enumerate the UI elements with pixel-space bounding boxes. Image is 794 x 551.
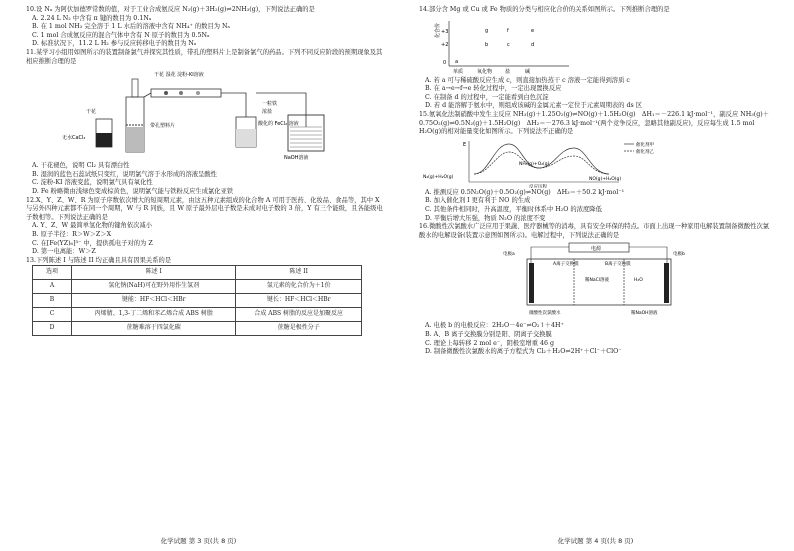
left-column: [26, 6, 387, 336]
table-cell: C: [33, 308, 72, 322]
q16-option-a: A. 电极 b 的电极反应：2H₂O－4e⁻⇌O₂↑＋4H⁺: [425, 322, 564, 330]
legend-item: 催化剂乙: [636, 149, 654, 155]
q12-stem: 12.X、Y、Z、W、R 为原子序数依次增大的短周期元素，由这五种元素组成的化合物 A 可用于医药、化妆品、食品等，其中 X 与另外四种元素都不在同一个周期，W 与 R 同族，且 W 原子最外层电子数是未成对电子数的 3 倍，Y 有三个能级，且各能级电子数相等。下列说法正确的是: [26, 196, 383, 221]
generator-liquid: [126, 127, 144, 152]
table-cell: 氢化钠(NaH)可在野外用作生氢剂: [72, 280, 236, 294]
q14-option-d: D. 若 d 能溶解于氨水中，则组成该碱的金属元素一定位于元素周期表的 ds 区: [425, 102, 643, 110]
q11-stem: 11.某学习小组用如图所示的装置制备氯气并探究其性质，带孔的塑料片上是制备氯气的药品。下列不同反应阶段的预期现象及其相应推断合理的是: [26, 48, 383, 65]
q13-stem: 13.下列陈述 I 与陈述 II 均正确且具有因果关系的是: [26, 256, 172, 264]
q15-stem: 15.氨氧化法制硝酸中发生主反应 NH₃(g)＋1.25O₂(g)⇌NO(g)＋1.5H₂O(g) ΔH₁＝－226.1 kJ·mol⁻¹，副反应 NH₃(g)＋0.75O₂(g)⇌0.5N₂(g)＋1.5H₂O(g) ΔH₂＝－276.3 kJ·mol⁻¹(两个竞争反应，忽略其他副反应)，反应每生成 1.5 mol H₂O(g)的相对能量变化如图所示。下列说法不正确的是: [419, 110, 770, 136]
q10-option-b: B. 在 1 mol NH₃ 完全溶于 1 L 水后的溶液中含有 NH₄⁺ 的数目为 Nₐ: [32, 23, 230, 31]
page-footer-4: 化学试题 第 4 页(共 8 页): [557, 537, 634, 545]
q12-option-a: A. Y、Z、W 最简单氢化物的键角依次减小: [32, 222, 153, 230]
point-label: c: [507, 41, 510, 48]
q15-option-a: A. 推测反应 0.5N₂O(g)＋0.5O₂(g)⇌NO(g) ΔH₃＝＋50.2 kJ·mol⁻¹: [425, 188, 625, 196]
q11-option-a: A. 干花褪色，说明 Cl₂ 具有漂白性: [32, 162, 130, 170]
q13-table: [32, 265, 362, 336]
fig-label-8: 酸化的 FeCl₂ 溶液: [258, 121, 299, 128]
table-cell: 键长：HF＜HCl＜HBr: [236, 294, 362, 308]
fig-label-7: NaOH溶液: [284, 155, 309, 162]
table-cell: 合成 ABS 树脂的反应是加聚反应: [236, 308, 362, 322]
energy-profile-diagram: [419, 138, 679, 188]
energy-axis-label: E: [463, 141, 467, 148]
point-label: a: [455, 58, 459, 65]
right-species-label: NO(g)+H₂O(g): [589, 176, 622, 182]
electrode-b-label: 电极b: [673, 252, 685, 258]
fecl2-liquid: [236, 129, 256, 147]
table-header: 选项: [33, 266, 72, 280]
q15-option-b: B. 加入催化剂 I 更有利于 NO 的生成: [425, 197, 531, 205]
table-header: 陈述 I: [72, 266, 236, 280]
y-tick: +2: [441, 41, 449, 48]
q12-option-c: C. 在[Fe(YZ)₆]³⁻ 中，提供孤电子对的为 Z: [32, 239, 153, 247]
q16-option-b: B. A、B 离子交换膜分别是阳、阴离子交换膜: [425, 330, 552, 338]
q16-option-c: C. 理论上每转移 2 mol e⁻，阴极室增重 46 g: [425, 339, 555, 347]
fig-label-5: 一粒铁: [262, 101, 278, 108]
q16-stem: 16.微酸性次氯酸水广泛应用于果蔬、医疗器械等的消毒，具有安全环保的特点。市面上出现一种家用电解装置制备微酸性次氯酸水的电解设备(装置示意图如图所示)。电解过程中，下列说法正确的是: [419, 223, 770, 239]
chlorine-apparatus-diagram: [26, 67, 386, 161]
table-row: [33, 294, 362, 308]
wet-flower: [179, 91, 183, 95]
fig-label-6: 浓盐: [262, 109, 273, 116]
fig-label-1: 干花 湿花 淀粉-KI溶液: [154, 72, 204, 79]
y-tick: +3: [441, 28, 449, 35]
right-column: [419, 6, 774, 357]
right-outlet-label: 稀NaOH溶液: [631, 311, 658, 317]
q15-option-c: C. 其他条件相同时，升高温度，平衡时体系中 H₂O 的浓度降低: [425, 205, 602, 213]
table-cell: 蔗糖难溶于四氯化碳: [72, 322, 236, 336]
x-tick: 盐: [505, 68, 511, 75]
membrane-b-label: B离子交换膜: [605, 262, 631, 268]
catalyst-a-curve: [474, 144, 609, 174]
q11-option-d: D. Fe 粉略微由浅绿色变成棕黄色，说明氯气能与铁粉反应生成氯化亚铁: [32, 187, 234, 195]
power-label: 电源: [591, 246, 602, 253]
table-row: [33, 280, 362, 294]
q14-valence-figure: [419, 16, 774, 76]
point-label: b: [485, 41, 489, 48]
fig-label-2: 干花: [86, 109, 97, 116]
table-cell: A: [33, 280, 72, 294]
table-cell: D: [33, 322, 72, 336]
table-cell: 氢元素的化合价为＋1价: [236, 280, 362, 294]
cacl2-fill: [96, 133, 112, 147]
electrode-a-label: 电极a: [503, 252, 515, 258]
reaction-tube: [151, 89, 221, 97]
point-label: g: [485, 27, 489, 34]
table-header: 陈述 II: [236, 266, 362, 280]
q10-stem: 10.设 Nₐ 为阿伏加德罗常数的值，对于工业合成氨反应 N₂(g)＋3H₂(g)⇌2NH₃(g)，下列说法正确的是: [26, 6, 315, 13]
table-cell: 丙烯腈、1,3-丁二烯和苯乙烯合成 ABS 树脂: [72, 308, 236, 322]
q16-electrolysis-figure: [419, 241, 774, 321]
page-4: [397, 0, 794, 551]
q14-option-b: B. 在 a→e→f→e 转化过程中，一定出现置换反应: [425, 85, 562, 93]
y-axis-label: 化合价: [435, 22, 441, 38]
q10-option-a: A. 2.24 L N₂ 中含有 π 键的数目为 0.1Nₐ: [32, 14, 152, 22]
ki-paper: [196, 91, 200, 95]
x-tick: 碱: [525, 68, 531, 75]
left-outlet-label: 微酸性次氯酸水: [529, 311, 561, 317]
dry-flower: [164, 91, 168, 95]
q11-apparatus-figure: [26, 67, 387, 161]
progress-axis-label: 反应历程: [529, 184, 547, 188]
q12-option-b: B. 原子半径：R＞W＞Z＞X: [32, 230, 112, 238]
electrode-b: [664, 263, 669, 303]
q12-option-d: D. 第一电离能：W＞Z: [32, 248, 96, 256]
y-tick: 0: [443, 59, 447, 66]
fig-label-3: 无水CaCl₂: [62, 135, 86, 142]
table-cell: 键能：HF＜HCl＜HBr: [72, 294, 236, 308]
q15-option-d: D. 平衡后增大压强，物质 N₂O 的浓度不变: [425, 214, 546, 222]
q15-energy-figure: [419, 138, 774, 188]
q14-option-c: C. 在制备 d 的过程中，一定能看到白色沉淀: [425, 93, 549, 101]
legend-item: 催化剂甲: [636, 142, 654, 148]
table-header-row: [33, 266, 362, 280]
table-cell: B: [33, 294, 72, 308]
table-row: [33, 308, 362, 322]
table-row: [33, 322, 362, 336]
q16-option-d: D. 制备微酸性次氯酸水的离子方程式为 Cl₂＋H₂O⇌2H⁺＋Cl⁻＋ClO⁻: [425, 348, 622, 356]
electrolysis-cell-diagram: [499, 241, 699, 321]
point-label: f: [507, 27, 509, 34]
point-label: e: [531, 27, 535, 34]
table-cell: 蔗糖是极性分子: [236, 322, 362, 336]
middle-species-label: NH₃(g)+O₂(g): [519, 161, 550, 167]
q14-option-a: A. 若 a 可与稀硫酸反应生成 c，则直接加热蒸干 c 溶液一定能得到溶质 c: [425, 76, 630, 84]
page-footer-3: 化学试题 第 3 页(共 8 页): [160, 537, 237, 545]
q10-option-d: D. 标准状况下，11.2 L H₂ 参与反应转移电子的数目为 Nₐ: [32, 40, 197, 48]
electrode-a: [529, 263, 534, 303]
left-species-label: N₂(g)+H₂O(g): [423, 174, 454, 180]
x-tick: 单质: [453, 68, 464, 75]
q14-stem: 14.部分含 Mg 或 Cu 或 Fe 物质的分类与相应化合价的关系如图所示。下列推断合理的是: [419, 6, 670, 13]
x-tick: 氧化物: [477, 68, 493, 75]
fig-label-4: 带孔塑料片: [150, 123, 176, 130]
funnel: [132, 79, 138, 97]
water-label: H₂O: [634, 278, 643, 284]
q11-option-b: B. 湿润的蓝色石蕊试纸只变红，说明氯气溶于水形成的溶液呈酸性: [32, 170, 217, 178]
middle-chamber-label: 稀NaCl溶液: [585, 278, 610, 284]
point-label: d: [531, 41, 535, 48]
valence-class-chart: [419, 16, 619, 76]
q10-option-c: C. 1 mol 合成氨反应的混合气体中含有 N 原子的数目为 0.5Nₐ: [32, 31, 210, 39]
q11-option-c: C. 淀粉-KI 溶液变蓝，说明氯气具有氧化性: [32, 179, 153, 187]
membrane-a-label: A离子交换膜: [553, 262, 579, 268]
